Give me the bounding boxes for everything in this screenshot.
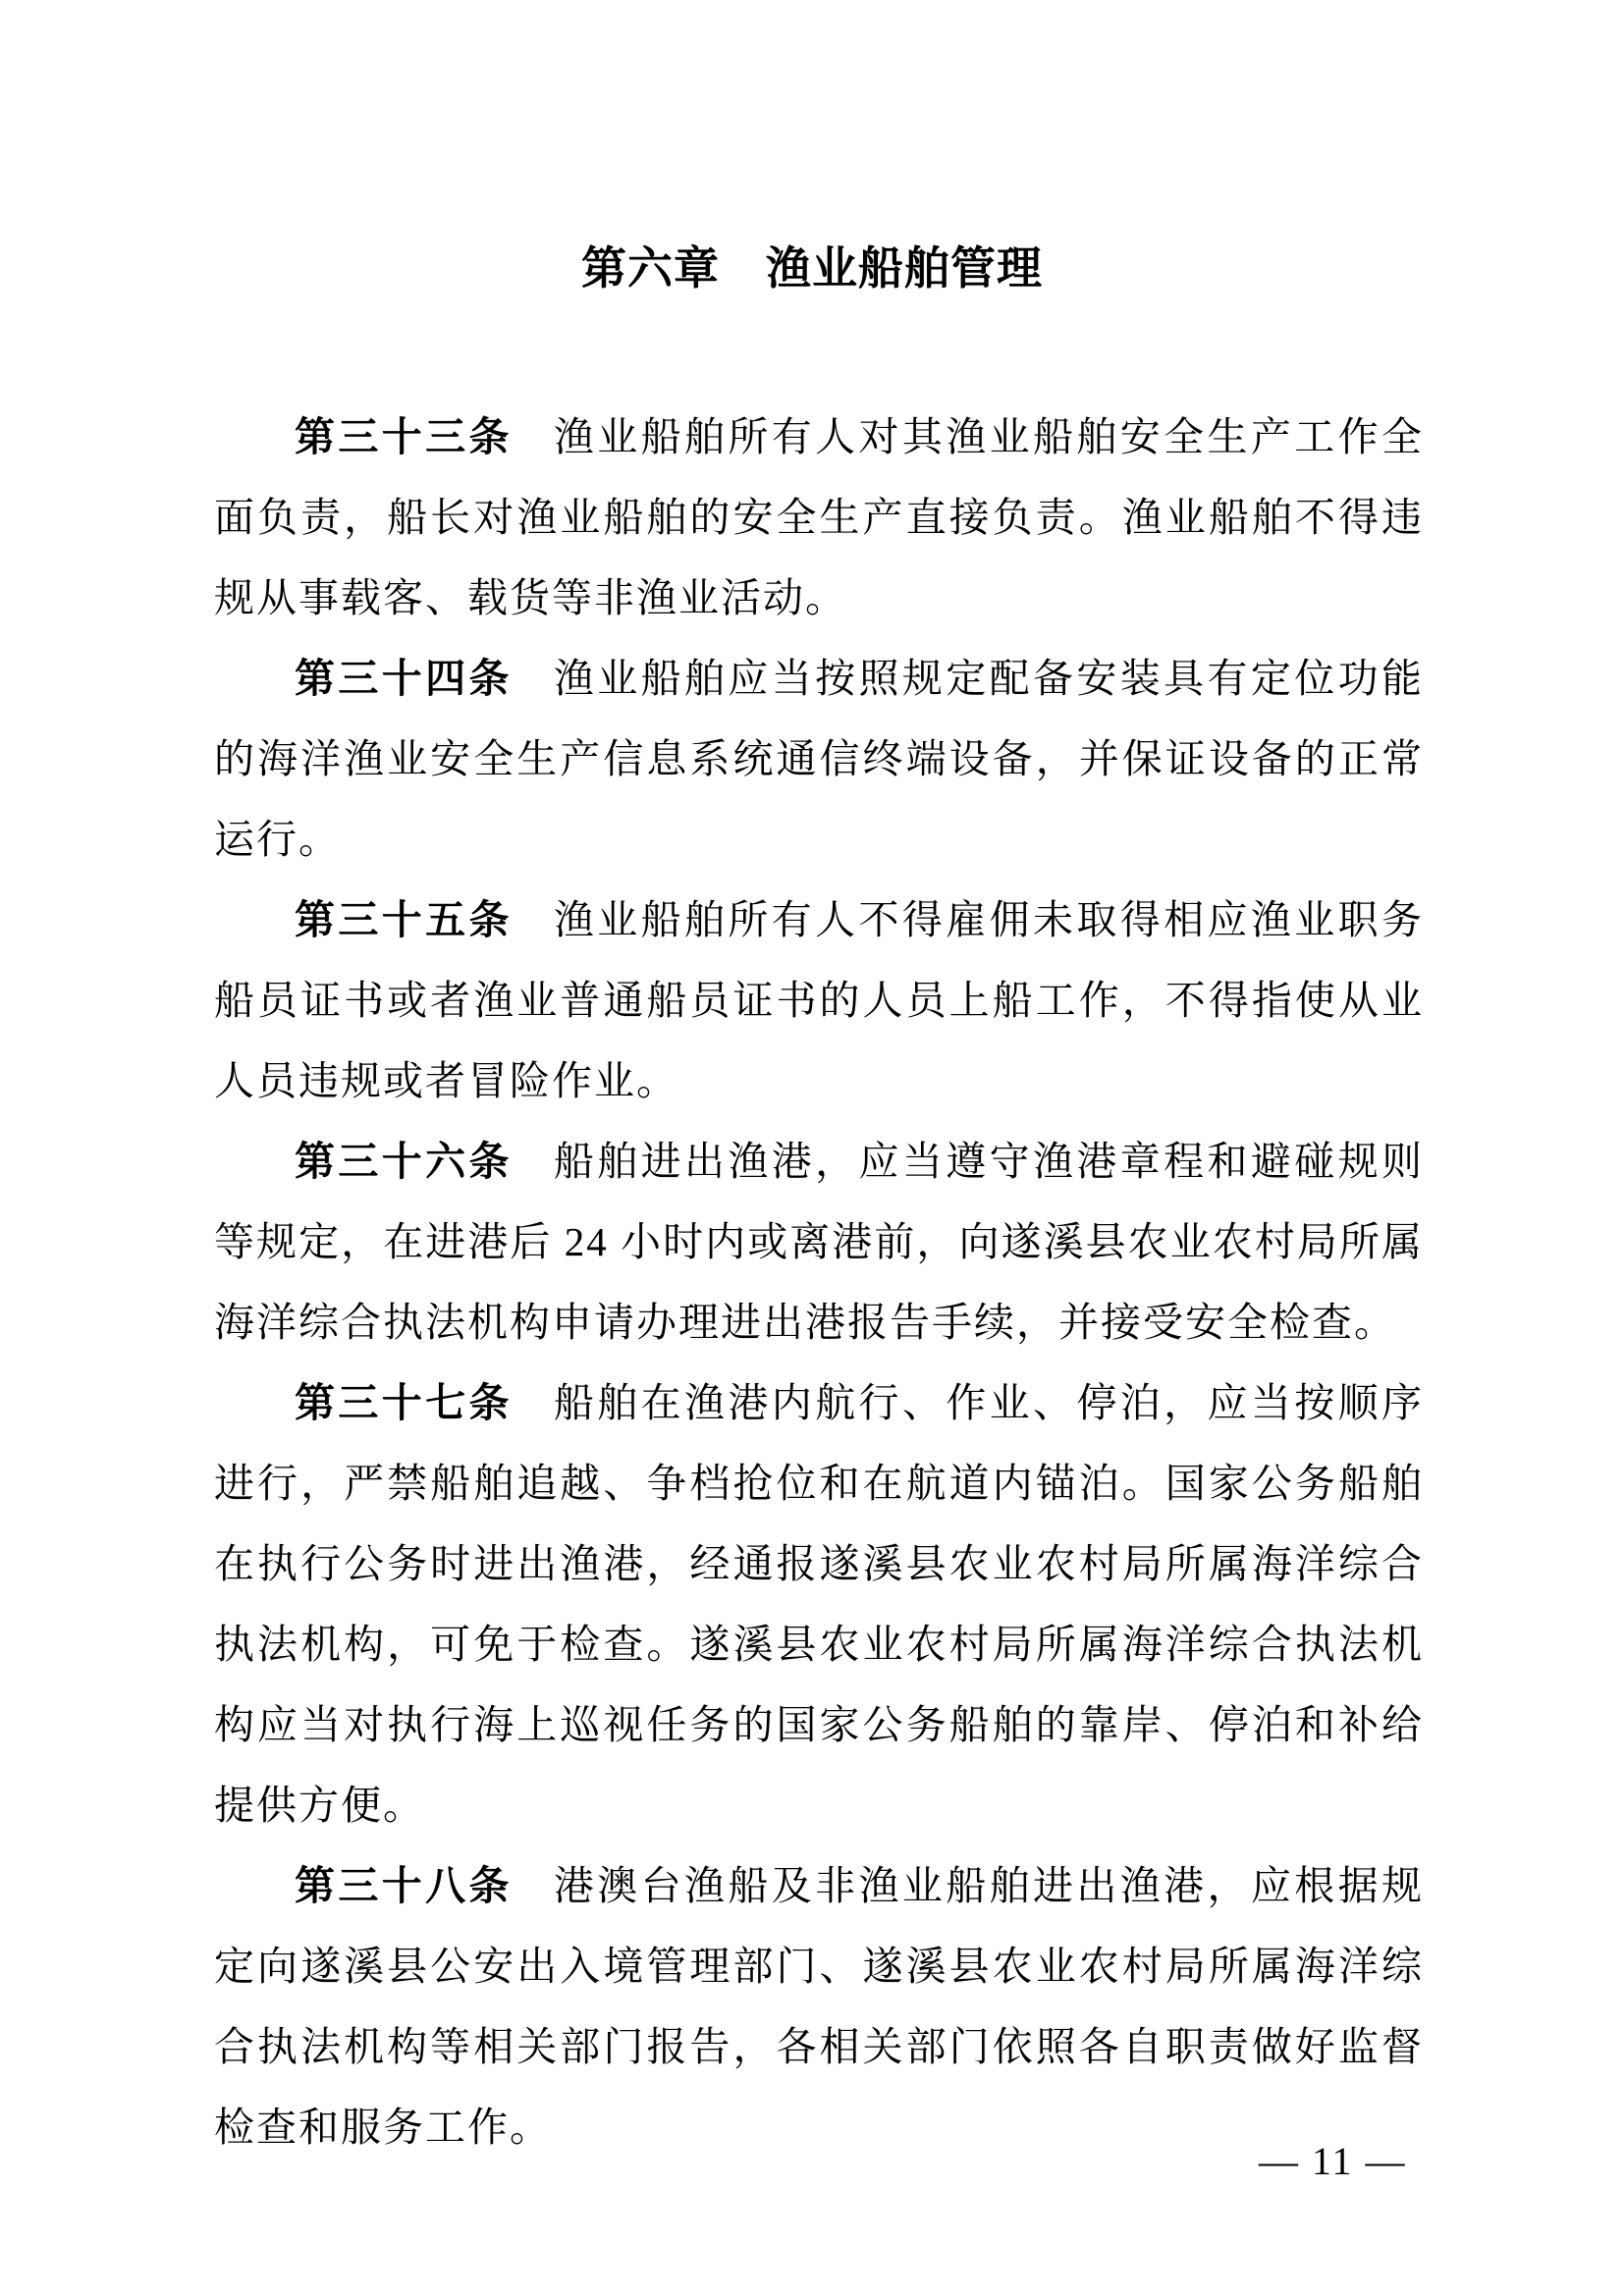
article-38-number: 第三十八条 <box>295 1863 513 1908</box>
article-35-number: 第三十五条 <box>295 897 513 942</box>
article-34-number: 第三十四条 <box>295 656 513 701</box>
document-body <box>214 397 1424 2167</box>
article-38-text: 港澳台渔船及非渔业船舶进出渔港，应根据规定向遂溪县公安出入境管理部门、遂溪县农业农村局所属海洋综合执法机构等相关部门报告，各相关部门依照各自职责做好监督检查和服务工作。 <box>214 1863 1424 2150</box>
article-37 <box>214 1362 1424 1845</box>
article-33 <box>214 397 1424 638</box>
article-36-number: 第三十六条 <box>295 1139 513 1184</box>
article-38 <box>214 1845 1424 2167</box>
page-number: — 11 — <box>1259 2139 1407 2183</box>
article-34-text: 渔业船舶应当按照规定配备安装具有定位功能的海洋渔业安全生产信息系统通信终端设备，并保证设备的正常运行。 <box>214 656 1424 862</box>
article-35-text: 渔业船舶所有人不得雇佣未取得相应渔业职务船员证书或者渔业普通船员证书的人员上船工作，不得指使从业人员违规或者冒险作业。 <box>214 897 1424 1103</box>
article-36-text: 船舶进出渔港，应当遵守渔港章程和避碰规则等规定，在进港后 24 小时内或离港前，向遂溪县农业农村局所属海洋综合执法机构申请办理进出港报告手续，并接受安全检查。 <box>214 1139 1424 1345</box>
article-37-number: 第三十七条 <box>295 1380 513 1425</box>
article-34 <box>214 638 1424 880</box>
article-37-text: 船舶在渔港内航行、作业、停泊，应当按顺序进行，严禁船舶追越、争档抢位和在航道内锚泊。国家公务船舶在执行公务时进出渔港，经通报遂溪县农业农村局所属海洋综合执法机构，可免于检查。遂溪县农业农村局所属海洋综合执法机构应当对执行海上巡视任务的国家公务船舶的靠岸、停泊和补给提供方便。 <box>214 1380 1424 1828</box>
article-36 <box>214 1121 1424 1362</box>
article-33-text: 渔业船舶所有人对其渔业船舶安全生产工作全面负责，船长对渔业船舶的安全生产直接负责。渔业船舶不得违规从事载客、载货等非渔业活动。 <box>214 414 1424 620</box>
article-33-number: 第三十三条 <box>295 414 513 459</box>
chapter-title: 第六章 渔业船舶管理 <box>581 242 1043 294</box>
article-35 <box>214 880 1424 1121</box>
